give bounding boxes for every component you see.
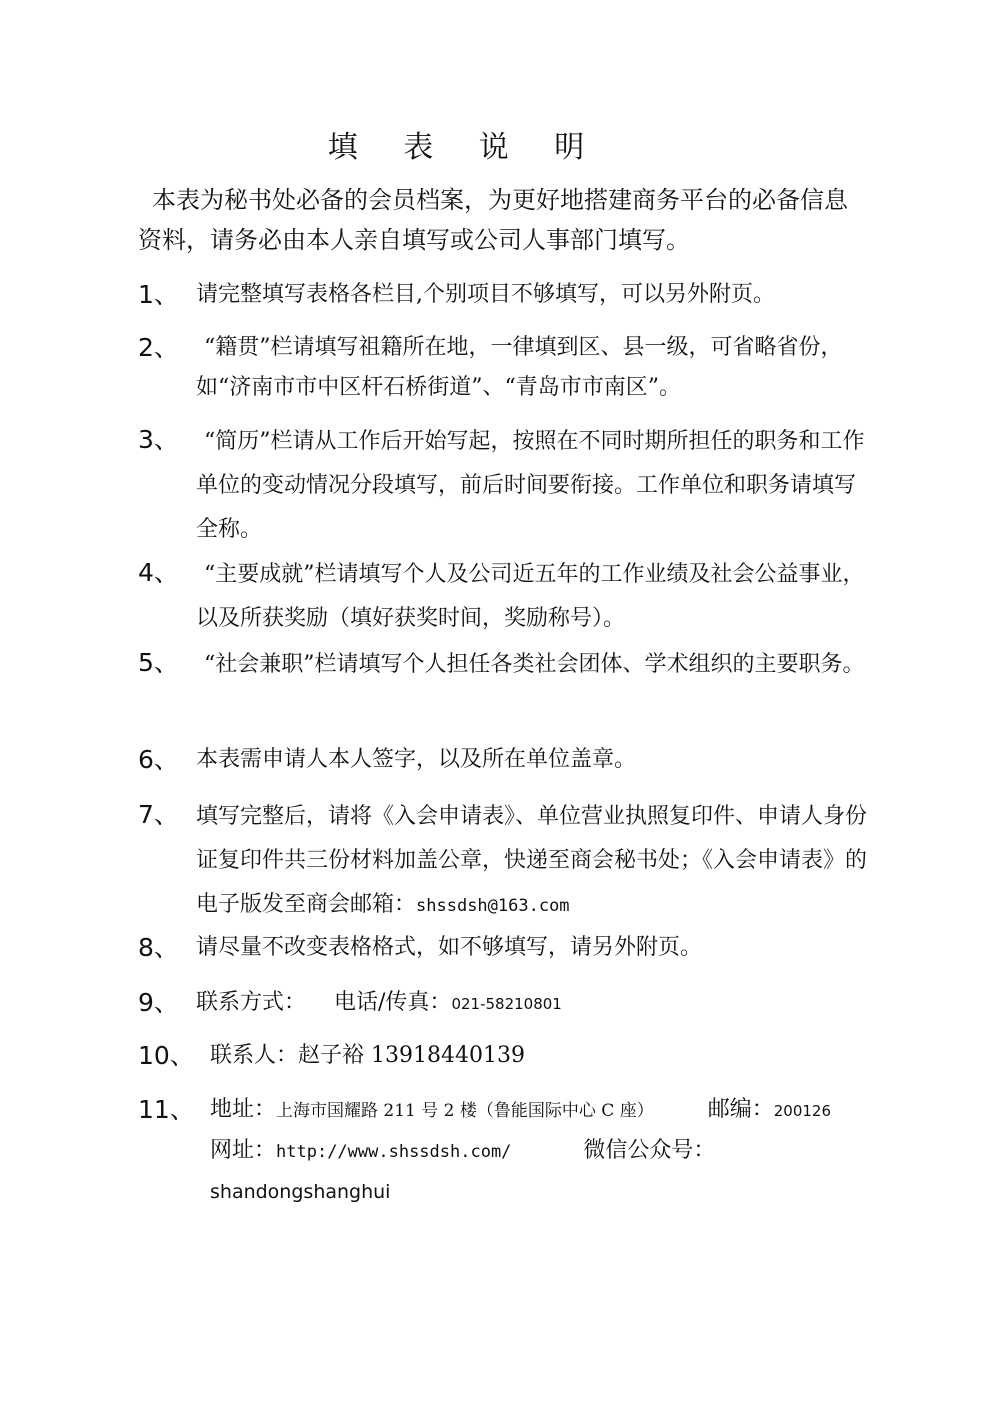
item-text-main: 填写完整后，请将《入会申请表》、单位营业执照复印件、申请人身份证复印件共三份材料加盖公章，快递至商会秘书处；《入会申请表》的电子版发至商会邮箱： xyxy=(196,804,868,917)
item-text: “社会兼职”栏请填写个人担任各类社会团体、学术组织的主要职务。 xyxy=(204,652,865,677)
item-number: 4、 xyxy=(138,558,179,587)
wechat-value: shandongshanghui xyxy=(210,1181,391,1203)
phone-fax-label: 电话/传真： xyxy=(334,990,452,1015)
address-line xyxy=(210,1090,880,1131)
item-text: 请尽量不改变表格格式，如不够填写，请另外附页。 xyxy=(196,935,703,960)
website-link[interactable]: http://www.shssdsh.com/ xyxy=(276,1142,512,1162)
address-block xyxy=(210,1090,880,1212)
phone-fax-value: 021-58210801 xyxy=(451,995,562,1013)
postcode-value: 200126 xyxy=(773,1102,831,1120)
item-text: 请完整填写表格各栏目,个别项目不够填写，可以另外附页。 xyxy=(196,282,775,307)
email-link[interactable]: shssdsh@163.com xyxy=(416,896,570,916)
wechat-label: 微信公众号： xyxy=(583,1138,716,1163)
contact-method xyxy=(196,983,876,1024)
item-number: 6、 xyxy=(138,745,179,774)
contact-person xyxy=(210,1036,890,1076)
item-text xyxy=(196,795,876,928)
contact-method-label: 联系方式： xyxy=(196,990,307,1015)
address-label: 地址： xyxy=(210,1097,277,1122)
item-number: 3、 xyxy=(138,425,179,454)
item-text: “籍贯”栏请填写祖籍所在地，一律填到区、县一级，可省略省份，如“济南市市中区杆石桥街道”、“青岛市市南区”。 xyxy=(196,335,843,400)
item-number: 7、 xyxy=(138,800,179,829)
item-text: 本表需申请人本人签字，以及所在单位盖章。 xyxy=(196,747,637,772)
item-number: 9、 xyxy=(138,988,179,1017)
page-title: 填 表 说 明 xyxy=(327,130,603,165)
contact-person-label: 联系人： xyxy=(210,1043,299,1068)
item-number: 1、 xyxy=(138,280,179,309)
web-line xyxy=(210,1131,880,1212)
item-number: 2、 xyxy=(138,333,179,362)
postcode-label: 邮编： xyxy=(707,1097,774,1122)
website-label: 网址： xyxy=(210,1138,277,1163)
contact-person-value: 赵子裕 13918440139 xyxy=(298,1043,525,1068)
item-text: “简历”栏请从工作后开始写起，按照在不同时期所担任的职务和工作单位的变动情况分段填写，前后时间要衔接。工作单位和职务请填写全称。 xyxy=(196,429,865,542)
item-text: “主要成就”栏请填写个人及公司近五年的工作业绩及社会公益事业，以及所获奖励（填好获奖时间，奖励称号）。 xyxy=(196,562,865,631)
intro-paragraph: 本表为秘书处必备的会员档案，为更好地搭建商务平台的必备信息资料，请务必由本人亲自填写或公司人事部门填写。 xyxy=(138,186,848,254)
item-number: 5、 xyxy=(138,648,179,677)
item-number: 8、 xyxy=(138,933,179,962)
item-number: 11、 xyxy=(138,1095,195,1124)
address-value: 上海市国耀路 211 号 2 楼（鲁能国际中心 C 座） xyxy=(276,1101,654,1121)
item-number: 10、 xyxy=(138,1041,195,1070)
